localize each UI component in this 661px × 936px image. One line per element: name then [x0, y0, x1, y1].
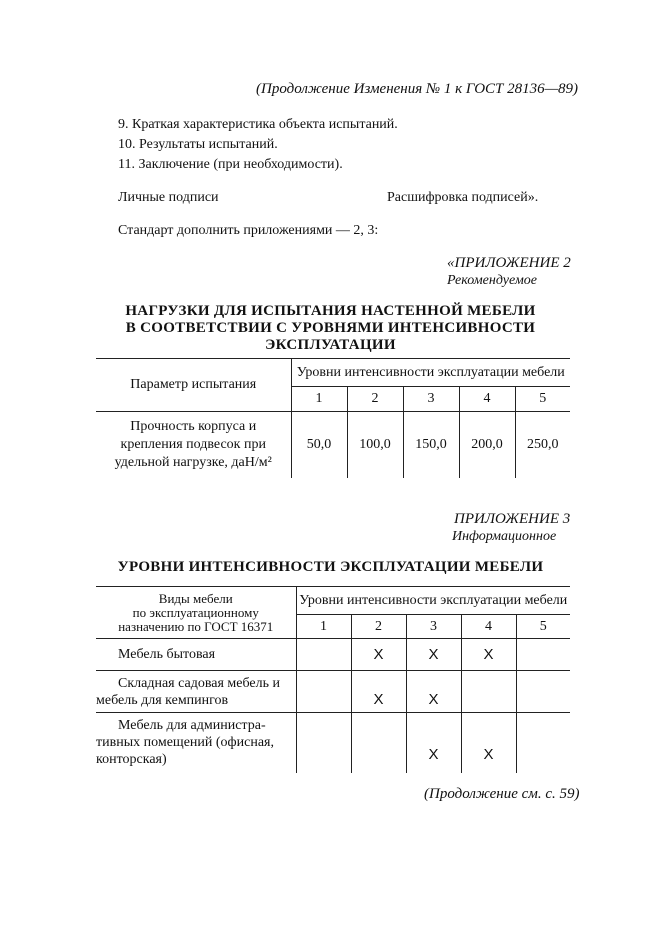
appendix3-label: ПРИЛОЖЕНИЕ 3 [454, 511, 571, 527]
kind-header-line: назначению по ГОСТ 16371 [118, 618, 274, 634]
mark-cell [516, 639, 570, 671]
addition-text: Стандарт дополнить приложениями — 2, 3: [118, 223, 379, 238]
mark-cell [296, 639, 351, 671]
mark-cell: X [406, 671, 461, 713]
levels-header-cell [296, 587, 570, 615]
list-item: 10. Результаты испытаний. [118, 137, 278, 152]
param-header-cell [96, 359, 291, 412]
levels-header: Уровни интенсивности эксплуатации мебели [299, 592, 568, 608]
row-label-line: Складная садовая мебель и [118, 675, 280, 691]
level-header: 4 [461, 615, 516, 639]
signatures-right: Расшифровка подписей». [387, 190, 539, 205]
list-item: 9. Краткая характеристика объекта испытаний. [118, 117, 398, 132]
level-header: 5 [515, 387, 570, 412]
list-item: 11. Заключение (при необходимости). [118, 157, 343, 172]
row-label [96, 671, 296, 713]
mark-cell [296, 671, 351, 713]
kind-header-line: по эксплуатационному [132, 604, 259, 620]
continuation-header: (Продолжение Изменения № 1 к ГОСТ 28136—89) [256, 81, 578, 97]
level-header: 3 [403, 387, 459, 412]
appendix3-table [96, 586, 570, 773]
value-cell: 200,0 [459, 412, 515, 478]
appendix2-title-line: ЭКСПЛУАТАЦИИ [265, 337, 396, 353]
row-label [96, 713, 296, 773]
row-label-line: удельной нагрузке, даН/м² [114, 454, 272, 470]
mark-cell: X [461, 713, 516, 773]
appendix3-title: УРОВНИ ИНТЕНСИВНОСТИ ЭКСПЛУАТАЦИИ МЕБЕЛИ [117, 559, 544, 575]
appendix2-table [96, 358, 570, 478]
mark-cell: X [406, 639, 461, 671]
row-label-line: конторская) [96, 752, 167, 768]
mark-cell [461, 671, 516, 713]
row-label-line: Прочность корпуса и [130, 418, 257, 434]
row-label-line: крепления подвесок при [120, 436, 266, 452]
mark-cell [296, 713, 351, 773]
value-cell: 250,0 [527, 436, 559, 452]
appendix3-status: Информационное [452, 529, 557, 544]
mark-cell [351, 713, 406, 773]
levels-header: Уровни интенсивности эксплуатации мебели [296, 364, 565, 380]
param-header: Параметр испытания [130, 377, 257, 392]
kind-header-cell [96, 587, 296, 639]
value-cell: 150,0 [403, 412, 459, 478]
level-header: 1 [296, 615, 351, 639]
levels-header-cell [291, 359, 570, 387]
level-header: 4 [459, 387, 515, 412]
level-header: 2 [351, 615, 406, 639]
appendix2-title-line: В СООТВЕТСТВИИ С УРОВНЯМИ ИНТЕНСИВНОСТИ [125, 320, 536, 336]
row-label-line: тивных помещений (офисная, [96, 735, 274, 751]
appendix2-title-line: НАГРУЗКИ ДЛЯ ИСПЫТАНИЯ НАСТЕННОЙ МЕБЕЛИ [125, 303, 536, 319]
continuation-footer: (Продолжение см. с. 59) [424, 786, 580, 802]
row-label [96, 639, 296, 671]
appendix2-status: Рекомендуемое [447, 273, 537, 288]
mark-cell: X [351, 671, 406, 713]
signatures-left: Личные подписи [118, 190, 219, 205]
row-label-line: Мебель для администра- [118, 718, 266, 734]
row-label-line: мебель для кемпингов [96, 692, 229, 708]
row-label-line: Мебель бытовая [118, 646, 216, 662]
value-cell: 100,0 [347, 412, 403, 478]
appendix2-label: «ПРИЛОЖЕНИЕ 2 [447, 255, 571, 271]
level-header: 3 [406, 615, 461, 639]
mark-cell: X [351, 639, 406, 671]
row-label [96, 412, 291, 478]
mark-cell: X [406, 713, 461, 773]
mark-cell [516, 713, 570, 773]
kind-header-line: Виды мебели [158, 590, 233, 606]
mark-cell [516, 671, 570, 713]
mark-cell: X [461, 639, 516, 671]
level-header: 1 [291, 387, 347, 412]
value-cell: 50,0 [291, 412, 347, 478]
level-header: 5 [516, 615, 570, 639]
level-header: 2 [347, 387, 403, 412]
